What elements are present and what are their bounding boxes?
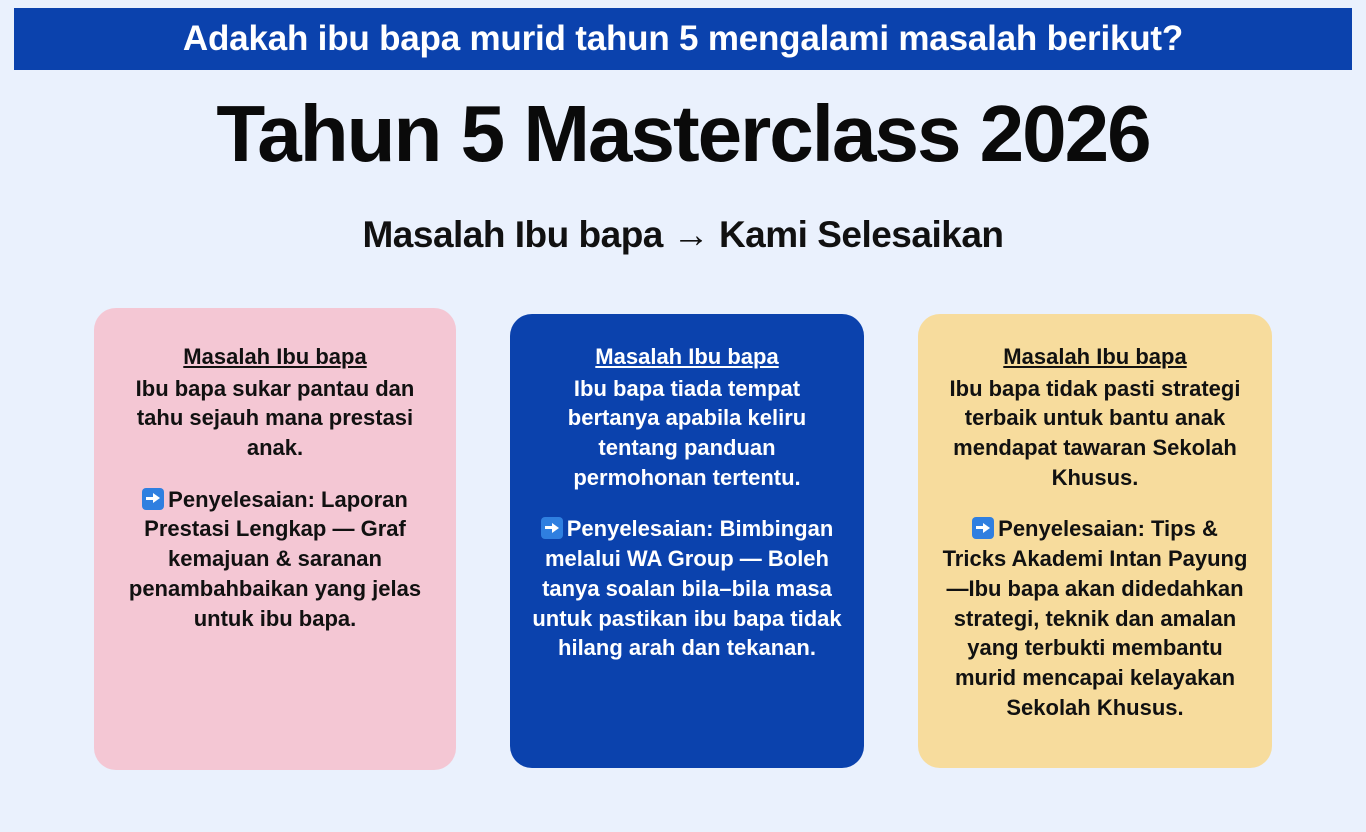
card-3-solution-text: Penyelesaian: Tips & Tricks Akademi Intan Payung —Ibu bapa akan didedahkan strategi, teknik dan amalan yang terbukti membantu murid mencapai kelayakan Sekolah Khusus. [942,516,1248,720]
banner-question-text: Adakah ibu bapa murid tahun 5 mengalami masalah berikut? [182,19,1184,58]
top-banner [14,8,1352,70]
right-arrow-icon [142,488,164,510]
card-3-heading: Masalah Ibu bapa [1003,344,1187,369]
card-2-solution-text: Penyelesaian: Bimbingan melalui WA Group — Boleh tanya soalan bila–bila masa untuk pastikan ibu bapa tidak hilang arah dan tekanan. [532,516,842,661]
right-arrow-icon [972,517,994,539]
card-1-solution-block [116,485,434,633]
problem-card-2 [510,314,864,768]
card-2-spacer [532,492,842,514]
problem-card-1 [94,308,456,770]
card-1-heading: Masalah Ibu bapa [183,344,367,369]
right-arrow-icon [541,517,563,539]
problem-card-3 [918,314,1272,768]
card-3-problem-text: Ibu bapa tidak pasti strategi terbaik untuk bantu anak mendapat tawaran Sekolah Khusus. [949,375,1241,490]
card-1-solution-text: Penyelesaian: Laporan Prestasi Lengkap — Graf kemajuan & saranan penambahbaikan yang jelas untuk ibu bapa. [128,486,422,631]
card-3-solution-block [940,514,1250,722]
card-2-heading: Masalah Ibu bapa [595,344,779,369]
cards-row [94,308,1272,770]
page-subtitle: Masalah Ibu bapa → Kami Selesaikan [362,214,1004,255]
card-1-spacer [116,463,434,485]
card-2-solution-block [532,514,842,662]
card-1-problem-text: Ibu bapa sukar pantau dan tahu sejauh mana prestasi anak. [135,375,415,461]
card-3-spacer [940,492,1250,514]
card-2-problem-text: Ibu bapa tiada tempat bertanya apabila keliru tentang panduan permohonan tertentu. [567,375,807,490]
page-title: Tahun 5 Masterclass 2026 [216,89,1150,178]
